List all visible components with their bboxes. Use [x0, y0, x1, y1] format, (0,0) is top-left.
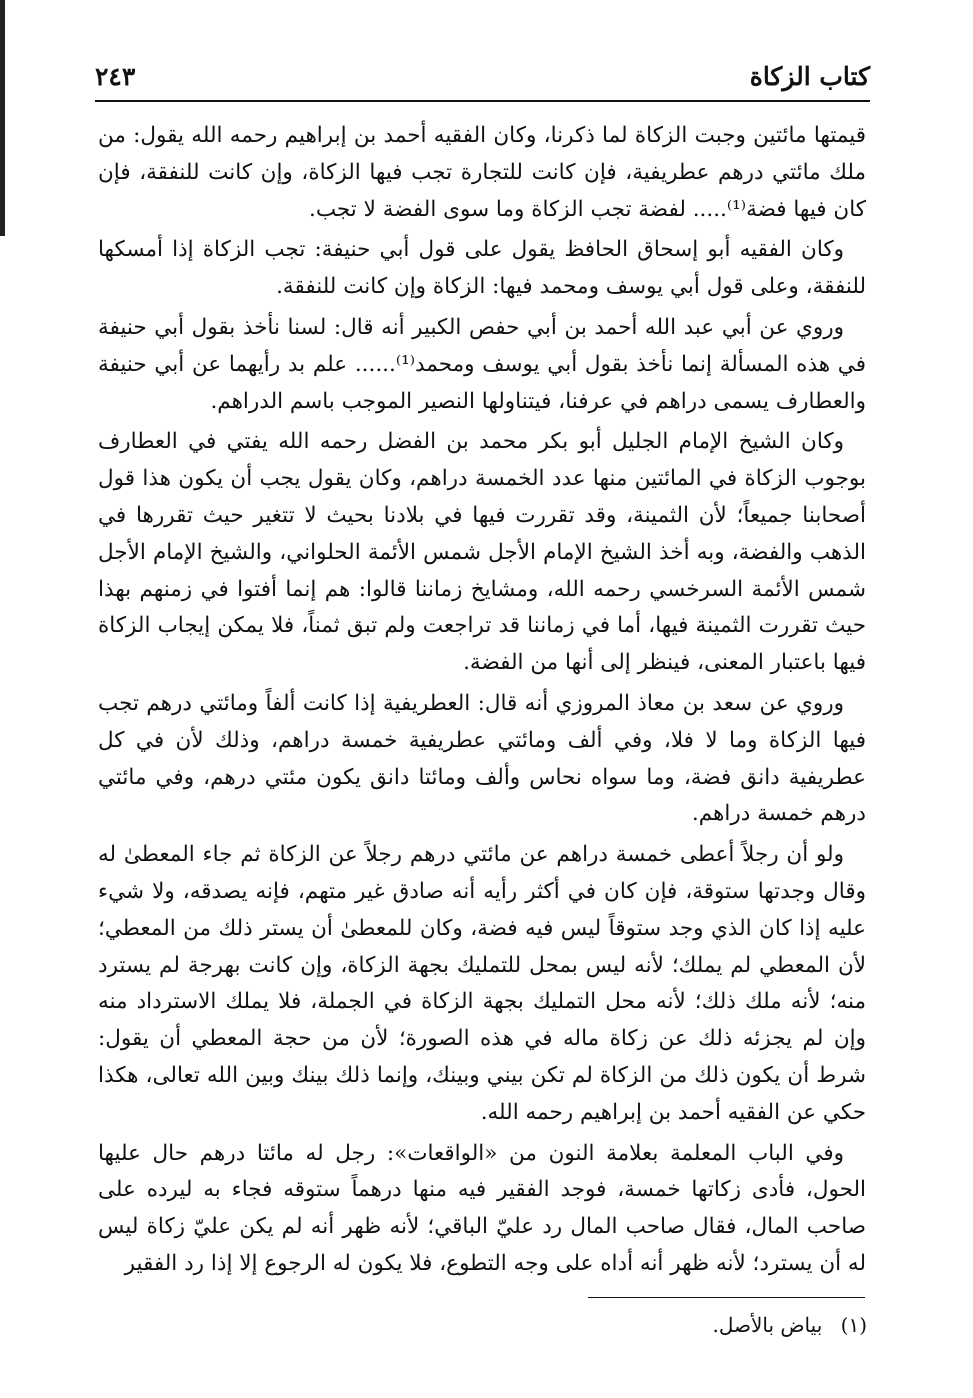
page-number: ٢٤٣: [95, 62, 136, 91]
paragraph: وكان الشيخ الإمام الجليل أبو بكر محمد بن الفضل رحمه الله يفتي في العطارف بوجوب الزكاة في المائتين منها عدد الخمسة دراهم، وكان يقول يجب أن يكون هذا قول أصحابنا جميعاً؛ لأن الثمينة، وقد تقررت فيها في بلادنا بحيث لا تتغير حيث تقررها في الذهب والفضة، وبه أخذ الشيخ الإمام الأجل شمس الأئمة الحلواني، والشيخ الإمام الأجل شمس الأئمة السرخسي رحمه الله، ومشايخ زماننا قالوا: هم إنما أفتوا في زمنهم بهذا حيث تقررت الثمينة فيها، أما في زماننا قد تراجعت ولم تبق ثمناً، فلا يمكن إيجاب الزكاة فيها باعتبار المعنى، فينظر إلى أنها من الفضة.: [98, 429, 866, 676]
footnote-text: بياض بالأصل.: [712, 1313, 823, 1337]
paragraph: قيمتها مائتين وجبت الزكاة لما ذكرنا، وكان الفقيه أحمد بن إبراهيم رحمه الله يقول: من ملك مائتي درهم عطريفية، فإن كانت للتجارة تجب فيها الزكاة، وإن كانت للنفقة، فإن كان فيها فضة⁽¹⁾..... لفضة تجب الزكاة وما سوى الفضة لا تجب.: [98, 123, 866, 222]
paragraph: وروي عن سعد بن معاذ المروزي أنه قال: العطريفية إذا كانت ألفاً ومائتي درهم تجب فيها الزكاة وما لا فلا، وفي ألف ومائتي عطريفية خمسة دراهم، وذلك لأن في كل عطريفية دانق فضة، وما سواه نحاس وألف ومائتا دانق يكون مئتي درهم، وفي مائتي درهم خمسة دراهم.: [98, 690, 866, 827]
main-text: [98, 118, 866, 1287]
chapter-title: كتاب الزكاة: [749, 62, 870, 91]
footnote-rule: [588, 1297, 865, 1298]
paragraph: ولو أن رجلاً أعطى خمسة دراهم عن مائتي درهم رجلاً عن الزكاة ثم جاء المعطىٰ له وقال وجدتها ستوقة، فإن كان في أكثر رأيه أنه صادق غير متهم، فإنه يصدقه، ولا شيء عليه إذا كان الذي وجد ستوقاً ليس فيه فضة، وكان للمعطىٰ أن يستر ذلك من المعطي؛ لأن المعطي لم يملك؛ لأنه ليس بمحل للتمليك بجهة الزكاة، وإن كانت بهرجة لم يسترد منه؛ لأنه ملك ذلك؛ لأنه محل التمليك بجهة الزكاة في الجملة، فلا يملك الاسترداد منه وإن لم يجزئه ذلك عن زكاة ماله في هذه الصورة؛ لأن من حجة المعطي أن يقول: شرط أن يكون ذلك من الزكاة لم تكن بيني وبينك، وإنما ذلك بينك وبين الله تعالى، هكذا حكي عن الفقيه أحمد بن إبراهيم رحمه الله.: [98, 842, 866, 1125]
paragraph: وروي عن أبي عبد الله أحمد بن أبي حفص الكبير أنه قال: لسنا نأخذ بقول أبي حنيفة في هذه المسألة إنما نأخذ بقول أبي يوسف ومحمد⁽¹⁾...... علم بد رأيهما عن أبي حنيفة والعطارف يسمى دراهم في عرفنا، فيتناولها النصير الموجب باسم الدراهم.: [98, 314, 866, 414]
running-header: [95, 56, 870, 100]
paragraph: وفي الباب المعلمة بعلامة النون من «الواقعات»: رجل له مائتا درهم حال عليها الحول، فأدى زكاتها خمسة، فوجد الفقير فيه منها درهماً ستوقه فجاء به ليرده على صاحب المال، فقال صاحب المال رد عليّ الباقي؛ لأنه ظهر أنه لم يكن عليّ زكاة ليس له أن يسترد؛ لأنه ظهر أنه أداه على وجه التطوع، فلا يكون له الرجوع إلا إذا رد الفقير: [98, 1140, 866, 1276]
header-rule: [95, 100, 870, 102]
paragraph: وكان الفقيه أبو إسحاق الحافظ يقول على قول أبي حنيفة: تجب الزكاة إذا أمسكها للنفقة، وعلى قول أبي يوسف ومحمد فيها: الزكاة وإن كانت للنفقة.: [98, 237, 866, 300]
footnote-number: (١): [840, 1313, 867, 1337]
footnote: [167, 1310, 867, 1340]
page-edge-shadow: [0, 0, 5, 236]
